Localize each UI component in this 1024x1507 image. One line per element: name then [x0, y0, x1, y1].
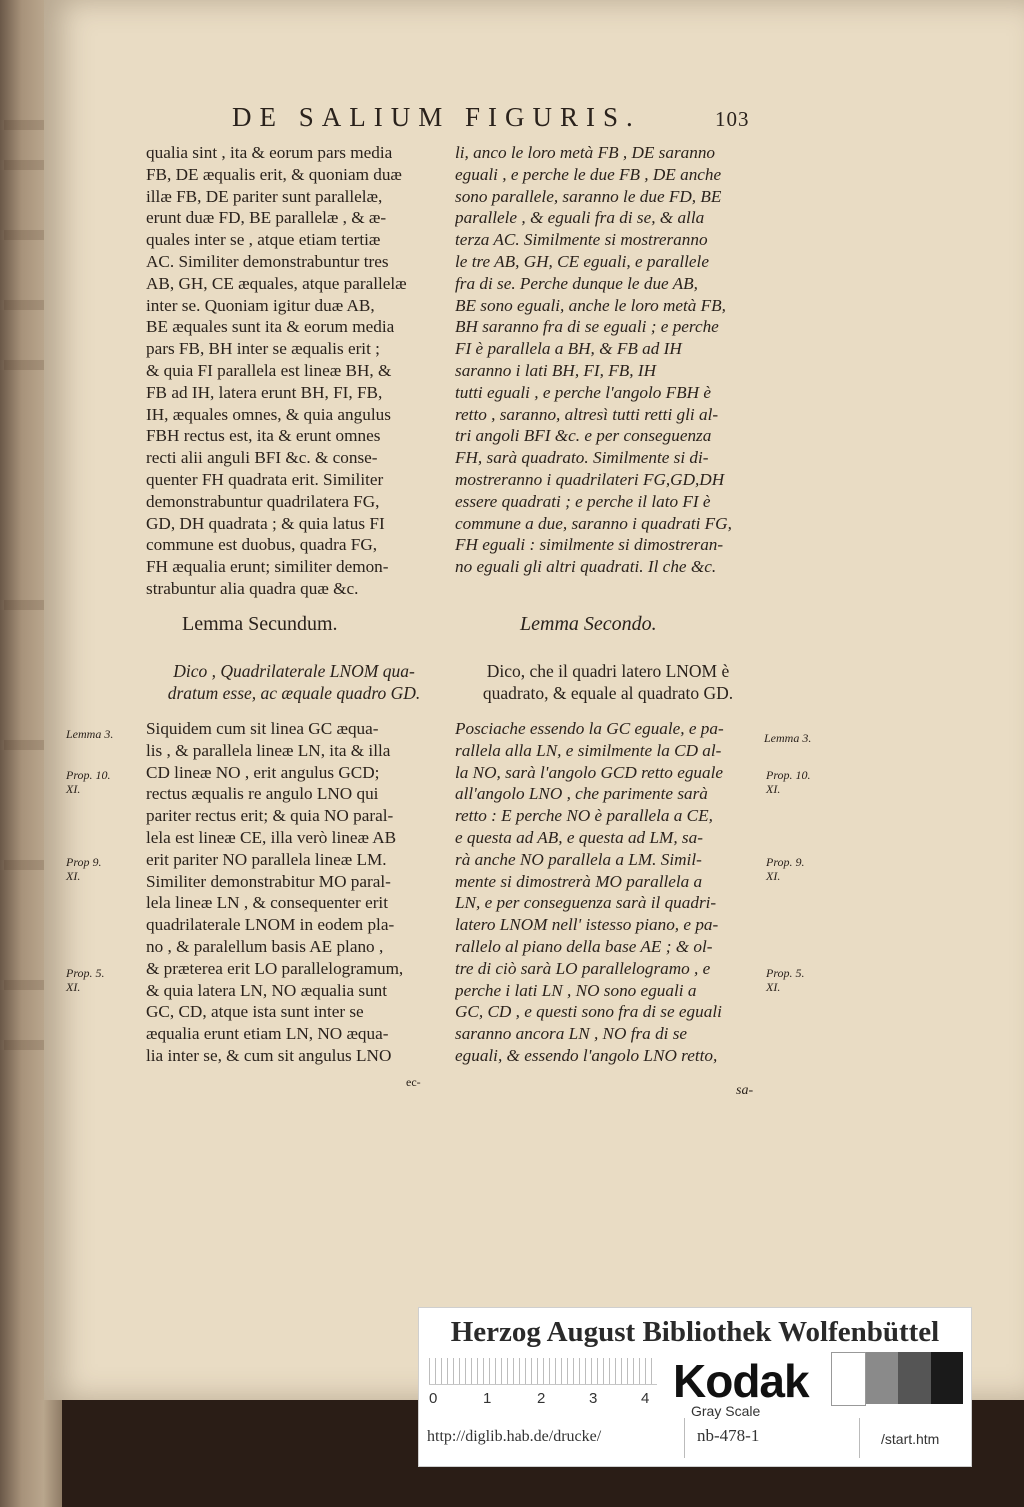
text-line: retto , saranno, altresì tutti retti gli al- [455, 404, 719, 424]
text-line: LN, e per conseguenza sarà il quadri- [455, 893, 717, 913]
text-line: saranno i lati BH, FI, FB, IH [455, 360, 656, 380]
ruler-tick: 2 [537, 1390, 546, 1407]
text-line: quales inter se , atque etiam tertiæ [146, 230, 381, 250]
text-line: parallele , & eguali fra di se, & alla [455, 208, 705, 228]
text-line: & quia FI parallela est lineæ BH, & [146, 360, 392, 380]
text-line: & præterea erit LO parallelogramum, [146, 958, 404, 978]
text-line: la NO, sarà l'angolo GCD retto eguale [455, 762, 724, 782]
margin-note-book: XI. [766, 782, 781, 796]
text-line: erit pariter NO parallela lineæ LM. [146, 849, 387, 869]
swatch [898, 1352, 931, 1404]
italian-column-bottom [455, 718, 761, 1067]
italian-column-top [455, 142, 761, 578]
text-line: lis , & parallela lineæ LN, ita & illa [146, 740, 391, 760]
text-line: BE æquales sunt ita & eorum media [146, 317, 395, 337]
text-line: GD, DH quadrata ; & quia latus FI [146, 513, 385, 533]
text-line: terza AC. Similmente si mostreranno [455, 230, 708, 250]
margin-note-right [766, 768, 811, 796]
proposition-latin [150, 660, 438, 704]
margin-note-label: Prop. 9. [766, 855, 805, 869]
text-line: e questa ad AB, e questa ad LM, sa- [455, 827, 703, 847]
catchword-latin: ec- [406, 1075, 421, 1089]
text-line: lia inter se, & cum sit angulus LNO [146, 1045, 392, 1065]
swatch [866, 1352, 899, 1404]
text-line: quenter FH quadrata erit. Similiter [146, 469, 384, 489]
digital-library-link[interactable]: http://diglib.hab.de/drucke/ [427, 1428, 602, 1445]
margin-note-left [66, 768, 111, 796]
text-line: AB, GH, CE æquales, atque parallelæ [146, 273, 407, 293]
catchword-italian: sa- [736, 1083, 754, 1098]
margin-note-label: Prop. 10. [766, 768, 811, 782]
margin-note-book: XI. [66, 782, 81, 796]
proposition-italian-line: Dico, che il quadri latero LNOM è [486, 661, 730, 681]
lemma-heading-latin: Lemma Secundum. [182, 613, 338, 635]
text-line: commune est duobus, quadra FG, [146, 535, 378, 555]
margin-note-book: XI. [766, 980, 781, 994]
text-line: tutti eguali , e perche l'angolo FBH è [455, 382, 712, 402]
text-line: demonstrabuntur quadrilatera FG, [146, 491, 380, 511]
gray-scale-label: Gray Scale [691, 1403, 761, 1419]
text-line: IH, æquales omnes, & quia angulus [146, 404, 391, 424]
text-line: latero LNOM nell' istesso piano, e pa- [455, 915, 719, 935]
text-line: inter se. Quoniam igitur duæ AB, [146, 295, 375, 315]
running-head: DE SALIUM FIGURIS. [232, 102, 641, 132]
text-line: & quia latera LN, NO æqualia sunt [146, 980, 388, 1000]
text-line: rallela alla LN, e similmente la CD al- [455, 740, 722, 760]
text-line: fra di se. Perche dunque le due AB, [455, 273, 698, 293]
text-line: pars FB, BH inter se æqualis erit ; [146, 339, 380, 359]
text-line: FBH rectus est, ita & erunt omnes [146, 426, 381, 446]
text-line: mente si dimostrerà MO parallela a [455, 871, 703, 891]
library-name: Herzog August Bibliothek Wolfenbüttel [450, 1316, 940, 1348]
margin-note-label: Prop. 10. [66, 768, 111, 782]
text-line: eguali , e perche le due FB , DE anche [455, 164, 722, 184]
gray-scale-ruler [429, 1358, 657, 1385]
text-line: Similiter demonstrabitur MO paral- [146, 871, 391, 891]
margin-note-left [66, 966, 105, 994]
text-line: Siquidem cum sit linea GC æqua- [146, 719, 379, 738]
text-line: essere quadrati ; e perche il lato FI è [455, 491, 711, 511]
start-link[interactable]: /start.htm [881, 1431, 940, 1447]
text-line: GC, CD , e questi sono fra di se eguali [455, 1002, 722, 1022]
text-line: mostreranno i quadrilateri FG,GD,DH [455, 469, 725, 489]
text-line: le tre AB, GH, CE eguali, e parallele [455, 251, 709, 271]
text-line: saranno ancora LN , NO fra di se [455, 1024, 688, 1044]
margin-note-label: Prop 9. [66, 855, 102, 869]
lemma-heading-italian: Lemma Secondo. [520, 613, 657, 635]
text-line: tre di ciò sarà LO parallelogramo , e [455, 958, 711, 978]
gray-swatches [831, 1352, 963, 1404]
margin-note-label: Prop. 5. [766, 966, 805, 980]
ruler-tick: 4 [641, 1390, 650, 1407]
text-line: æqualia erunt etiam LN, NO æqua- [146, 1024, 389, 1044]
margin-note-right: Lemma 3. [764, 731, 812, 745]
margin-note-left: Lemma 3. [66, 727, 114, 741]
text-line: qualia sint , ita & eorum pars media [146, 143, 393, 162]
text-line: FB ad IH, latera erunt BH, FI, FB, [146, 382, 383, 402]
proposition-latin-line: Dico , Quadrilaterale LNOM qua- [173, 661, 415, 681]
text-line: CD lineæ NO , erit angulus GCD; [146, 762, 380, 782]
divider [859, 1418, 860, 1458]
text-line: AC. Similiter demonstrabuntur tres [146, 251, 389, 271]
text-line: rallelo al piano della base AE ; & ol- [455, 936, 713, 956]
text-line: no , & paralellum basis AE plano , [146, 936, 384, 956]
text-line: tri angoli BFI &c. e per conseguenza [455, 426, 712, 446]
text-line: quadrilaterale LNOM in eodem pla- [146, 915, 395, 935]
margin-note-label: Prop. 5. [66, 966, 105, 980]
text-line: FB, DE æqualis erit, & quoniam duæ [146, 164, 402, 184]
text-line: sono parallele, saranno le due FD, BE [455, 186, 722, 206]
text-line: erunt duæ FD, BE parallelæ , & æ- [146, 208, 387, 228]
text-line: all'angolo LNO , che parimente sarà [455, 784, 708, 804]
text-line: BH saranno fra di se eguali ; e perche [455, 317, 719, 337]
ruler-tick: 0 [429, 1390, 438, 1407]
text-line: pariter rectus erit; & quia NO paral- [146, 806, 394, 826]
text-line: illæ FB, DE pariter sunt parallelæ, [146, 186, 383, 206]
latin-column-bottom [146, 718, 434, 1067]
text-line: retto : E perche NO è parallela a CE, [455, 806, 713, 826]
text-line: strabuntur alia quadra quæ &c. [146, 578, 359, 598]
text-line: GC, CD, atque ista sunt inter se [146, 1002, 364, 1022]
kodak-logo: Kodak [673, 1355, 809, 1407]
swatch [831, 1352, 866, 1406]
text-line: rà anche NO parallela a LM. Simil- [455, 849, 702, 869]
text-line: no eguali gli altri quadrati. Il che &c. [455, 557, 717, 577]
swatch [931, 1352, 964, 1404]
margin-note-right [766, 966, 805, 994]
text-line: li, anco le loro metà FB , DE saranno [455, 143, 716, 162]
text-line: Posciache essendo la GC eguale, e pa- [455, 719, 724, 738]
color-target-card [418, 1307, 972, 1467]
ruler-tick: 3 [589, 1390, 598, 1407]
text-line: lela lineæ LN , & consequenter erit [146, 893, 388, 913]
text-line: perche i lati LN , NO sono eguali a [455, 980, 697, 1000]
text-line: rectus æqualis re angulo LNO qui [146, 784, 379, 804]
text-line: commune a due, saranno i quadrati FG, [455, 513, 732, 533]
text-line: lela est lineæ CE, illa verò lineæ AB [146, 827, 397, 847]
text-line: FH eguali : similmente si dimostreran- [455, 535, 724, 555]
margin-note-right [766, 855, 805, 883]
margin-note-book: XI. [66, 869, 81, 883]
text-line: FI è parallela a BH, & FB ad IH [455, 339, 682, 359]
text-line: FH, sarà quadrato. Similmente si di- [455, 448, 709, 468]
ruler-tick: 1 [483, 1390, 492, 1407]
margin-note-book: XI. [66, 980, 81, 994]
shelfmark: nb-478-1 [697, 1426, 760, 1445]
latin-column-top [146, 142, 434, 600]
proposition-italian-line: quadrato, & equale al quadrato GD. [482, 683, 734, 703]
text-line: eguali, & essendo l'angolo LNO retto, [455, 1045, 718, 1065]
margin-note-left [66, 855, 102, 883]
proposition-italian [452, 660, 764, 704]
text-line: FH æqualia erunt; similiter demon- [146, 557, 389, 577]
divider [684, 1418, 685, 1458]
text-line: recti alii anguli BFI &c. & conse- [146, 448, 378, 468]
page-number: 103 [715, 107, 750, 131]
proposition-latin-line: dratum esse, ac æquale quadro GD. [167, 683, 421, 703]
margin-note-book: XI. [766, 869, 781, 883]
text-line: BE sono eguali, anche le loro metà FB, [455, 295, 726, 315]
